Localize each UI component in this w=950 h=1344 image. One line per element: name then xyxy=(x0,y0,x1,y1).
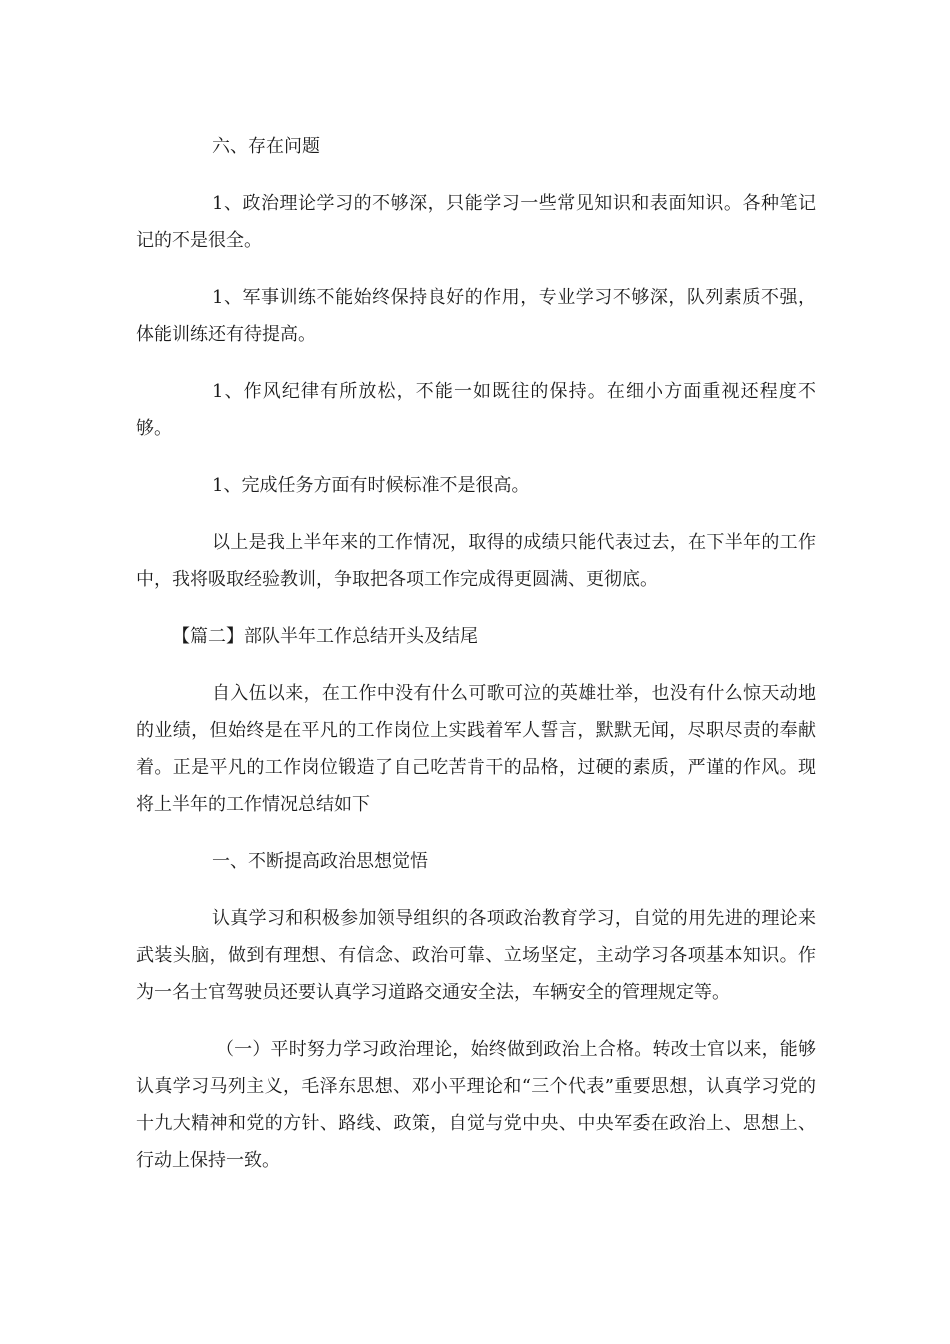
article-title: 【篇二】部队半年工作总结开头及结尾 xyxy=(172,626,478,647)
section-heading-political-awareness: 一、不断提高政治思想觉悟 xyxy=(212,851,428,872)
problem-item-discipline: 1、作风纪律有所放松，不能一如既往的保持。在细小方面重视还程度不够。 xyxy=(136,381,816,439)
subsection-paragraph-political-theory: （一）平时努力学习政治理论，始终做到政治上合格。转改士官以来，能够认真学习马列主义，毛泽东思想、邓小平理论和“三个代表”重要思想，认真学习党的十九大精神和党的方针、路线、政策，自觉与党中央、中央军委在政治上、思想上、行动上保持一致。 xyxy=(136,1039,816,1171)
problem-item-military-training: 1、军事训练不能始终保持良好的作用，专业学习不够深，队列素质不强，体能训练还有待提高。 xyxy=(136,287,816,345)
intro-paragraph: 自入伍以来，在工作中没有什么可歌可泣的英雄壮举，也没有什么惊天动地的业绩，但始终是在平凡的工作岗位上实践着军人誓言，默默无闻，尽职尽责的奉献着。正是平凡的工作岗位锻造了自己吃苦肯干的品格，过硬的素质，严谨的作风。现将上半年的工作情况总结如下 xyxy=(136,683,816,815)
closing-paragraph: 以上是我上半年来的工作情况，取得的成绩只能代表过去，在下半年的工作中，我将吸取经验教训，争取把各项工作完成得更圆满、更彻底。 xyxy=(136,532,816,590)
section-heading-problems: 六、存在问题 xyxy=(212,136,320,157)
problem-item-political-study: 1、政治理论学习的不够深，只能学习一些常见知识和表面知识。各种笔记记的不是很全。 xyxy=(136,193,816,251)
body-paragraph-study: 认真学习和积极参加领导组织的各项政治教育学习，自觉的用先进的理论来武装头脑，做到有理想、有信念、政治可靠、立场坚定，主动学习各项基本知识。作为一名士官驾驶员还要认真学习道路交通安全法，车辆安全的管理规定等。 xyxy=(136,908,816,1003)
document-body xyxy=(136,128,816,1199)
problem-item-task-standards: 1、完成任务方面有时候标准不是很高。 xyxy=(212,475,530,496)
